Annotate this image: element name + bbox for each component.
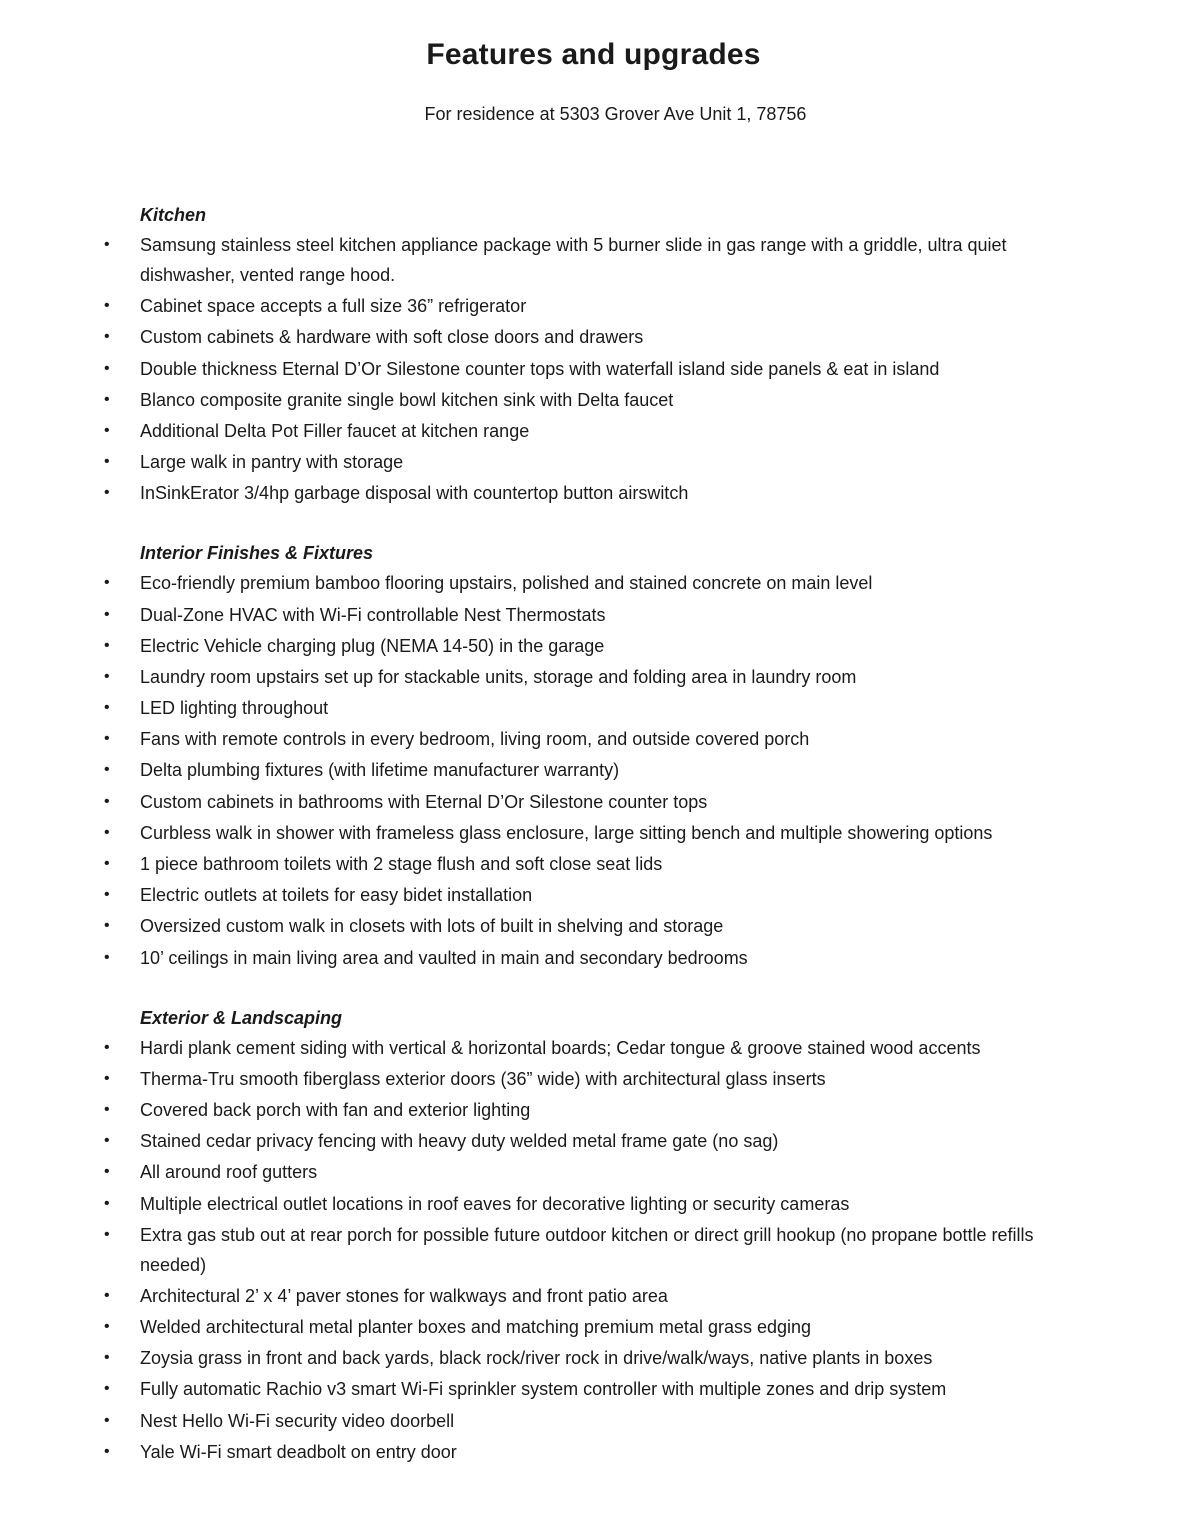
list-item — [0, 943, 1187, 973]
bullet-icon: • — [104, 1038, 110, 1056]
section-interior-finishes-fixtures — [0, 538, 1187, 972]
bullet-icon: • — [104, 730, 110, 748]
bullet-icon: • — [104, 699, 110, 717]
list-item — [0, 755, 1187, 785]
bullet-icon: • — [104, 1194, 110, 1212]
bullet-icon: • — [104, 453, 110, 471]
bullet-icon: • — [104, 484, 110, 502]
list-item-text: Architectural 2’ x 4’ paver stones for walkways and front patio area — [140, 1285, 668, 1306]
list-item-text: Yale Wi-Fi smart deadbolt on entry door — [140, 1441, 457, 1462]
list-item-text: InSinkErator 3/4hp garbage disposal with countertop button airswitch — [140, 483, 689, 504]
bullet-icon: • — [104, 1411, 110, 1429]
list-item-text: Delta plumbing fixtures (with lifetime manufacturer warranty) — [140, 760, 620, 781]
page-title: Features and upgrades — [426, 38, 761, 71]
list-item — [0, 911, 1187, 941]
bullet-list — [0, 230, 1187, 508]
section-exterior-landscaping — [0, 1003, 1187, 1467]
bullet-icon: • — [104, 1163, 110, 1181]
bullet-icon: • — [104, 823, 110, 841]
list-item-text: Stained cedar privacy fencing with heavy duty welded metal frame gate (no sag) — [140, 1131, 779, 1152]
feature-list — [0, 200, 1187, 1497]
bullet-icon: • — [104, 1225, 110, 1243]
list-item-text: LED lighting throughout — [140, 698, 329, 719]
list-item-text: Additional Delta Pot Filler faucet at kitchen range — [140, 420, 530, 441]
section-heading: Kitchen — [140, 205, 207, 225]
list-item-text: Curbless walk in shower with frameless glass enclosure, large sitting bench and multiple showering options — [140, 822, 993, 843]
bullet-icon: • — [104, 855, 110, 872]
bullet-icon: • — [104, 574, 110, 592]
section-kitchen — [0, 200, 1187, 508]
list-item-text: Multiple electrical outlet locations in roof eaves for decorative lighting or security cameras — [140, 1193, 850, 1214]
list-item — [0, 354, 1187, 384]
list-item — [0, 662, 1187, 692]
list-item-text: Custom cabinets in bathrooms with Eternal D’Or Silestone counter tops — [140, 791, 708, 812]
list-item-text: Zoysia grass in front and back yards, black rock/river rock in drive/walk/ways, native plants in boxes — [140, 1348, 933, 1369]
page-subtitle: For residence at 5303 Grover Ave Unit 1, 78756 — [424, 104, 807, 124]
list-item-text: Extra gas stub out at rear porch for possible future outdoor kitchen or direct grill hookup (no propane bottle refills needed) — [140, 1224, 1034, 1275]
list-item — [0, 787, 1187, 817]
list-item — [0, 1126, 1187, 1156]
list-item — [0, 478, 1187, 508]
list-item — [0, 1374, 1187, 1404]
bullet-icon: • — [104, 917, 110, 935]
list-item-text: Oversized custom walk in closets with lots of built in shelving and storage — [140, 916, 724, 937]
list-item-text: All around roof gutters — [140, 1162, 318, 1183]
list-item — [0, 1095, 1187, 1125]
bullet-icon: • — [104, 390, 110, 408]
bullet-icon: • — [104, 421, 110, 439]
list-item-text: Covered back porch with fan and exterior lighting — [140, 1099, 531, 1120]
bullet-icon: • — [104, 667, 110, 685]
bullet-icon: • — [104, 636, 110, 654]
list-item — [0, 849, 1187, 879]
list-item-text: Nest Hello Wi-Fi security video doorbell — [140, 1410, 455, 1431]
bullet-icon: • — [104, 1349, 110, 1367]
list-item-text: Double thickness Eternal D’Or Silestone counter tops with waterfall island side panels & eat in island — [140, 358, 940, 379]
list-item-text: Eco-friendly premium bamboo flooring upstairs, polished and stained concrete on main level — [140, 573, 873, 594]
list-item-text: Fully automatic Rachio v3 smart Wi-Fi sprinkler system controller with multiple zones and drip system — [140, 1379, 947, 1400]
list-item — [0, 322, 1187, 352]
list-item — [0, 1406, 1187, 1436]
list-item-text: Therma-Tru smooth fiberglass exterior doors (36” wide) with architectural glass inserts — [140, 1068, 826, 1089]
list-item — [0, 291, 1187, 321]
list-item — [0, 447, 1187, 477]
bullet-icon: • — [104, 886, 110, 904]
list-item — [0, 1064, 1187, 1094]
bullet-icon: • — [104, 1069, 110, 1087]
list-item — [0, 1033, 1187, 1063]
list-item — [0, 1281, 1187, 1311]
bullet-icon: • — [104, 297, 110, 315]
list-item — [0, 724, 1187, 754]
list-item — [0, 416, 1187, 446]
bullet-icon: • — [104, 1132, 110, 1150]
list-item-text: Welded architectural metal planter boxes and matching premium metal grass edging — [140, 1317, 812, 1338]
list-item-text: Large walk in pantry with storage — [140, 452, 404, 473]
list-item — [0, 230, 1187, 290]
bullet-icon: • — [104, 1318, 110, 1336]
list-item-text: Hardi plank cement siding with vertical & horizontal boards; Cedar tongue & groove stained wood accents — [140, 1037, 981, 1058]
list-item — [0, 1343, 1187, 1373]
bullet-icon: • — [104, 236, 110, 253]
bullet-list — [0, 568, 1187, 972]
list-item — [0, 385, 1187, 415]
list-item — [0, 1437, 1187, 1467]
bullet-icon: • — [104, 761, 110, 779]
list-item-text: Cabinet space accepts a full size 36” refrigerator — [140, 296, 527, 317]
list-item-text: Laundry room upstairs set up for stackable units, storage and folding area in laundry room — [140, 666, 857, 687]
list-item-text: 1 piece bathroom toilets with 2 stage flush and soft close seat lids — [140, 854, 663, 874]
list-item-text: Electric outlets at toilets for easy bidet installation — [140, 885, 533, 906]
bullet-icon: • — [104, 948, 110, 966]
section-heading: Interior Finishes & Fixtures — [140, 543, 374, 564]
bullet-list — [0, 1033, 1187, 1467]
list-item — [0, 1220, 1187, 1280]
list-item-text: Electric Vehicle charging plug (NEMA 14-50) in the garage — [140, 635, 605, 656]
list-item — [0, 880, 1187, 910]
list-item — [0, 818, 1187, 848]
bullet-icon: • — [104, 1100, 110, 1118]
list-item-text: 10’ ceilings in main living area and vaulted in main and secondary bedrooms — [140, 947, 748, 968]
list-item-text: Fans with remote controls in every bedroom, living room, and outside covered porch — [140, 729, 810, 750]
list-item — [0, 631, 1187, 661]
list-item — [0, 1312, 1187, 1342]
list-item — [0, 1189, 1187, 1219]
list-item — [0, 568, 1187, 598]
bullet-icon: • — [104, 1442, 110, 1460]
list-item-text: Blanco composite granite single bowl kitchen sink with Delta faucet — [140, 389, 674, 410]
list-item-text: Samsung stainless steel kitchen appliance package with 5 burner slide in gas range with a griddle, ultra quiet dishwasher, vented range hood. — [140, 235, 1007, 285]
bullet-icon: • — [104, 328, 110, 346]
bullet-icon: • — [104, 605, 110, 623]
list-item-text: Dual-Zone HVAC with Wi-Fi controllable Nest Thermostats — [140, 604, 606, 625]
bullet-icon: • — [104, 1286, 110, 1304]
bullet-icon: • — [104, 792, 110, 810]
list-item — [0, 693, 1187, 723]
bullet-icon: • — [104, 359, 110, 377]
section-heading: Exterior & Landscaping — [140, 1007, 343, 1028]
list-item — [0, 600, 1187, 630]
list-item-text: Custom cabinets & hardware with soft close doors and drawers — [140, 327, 644, 348]
bullet-icon: • — [104, 1380, 110, 1398]
list-item — [0, 1157, 1187, 1187]
